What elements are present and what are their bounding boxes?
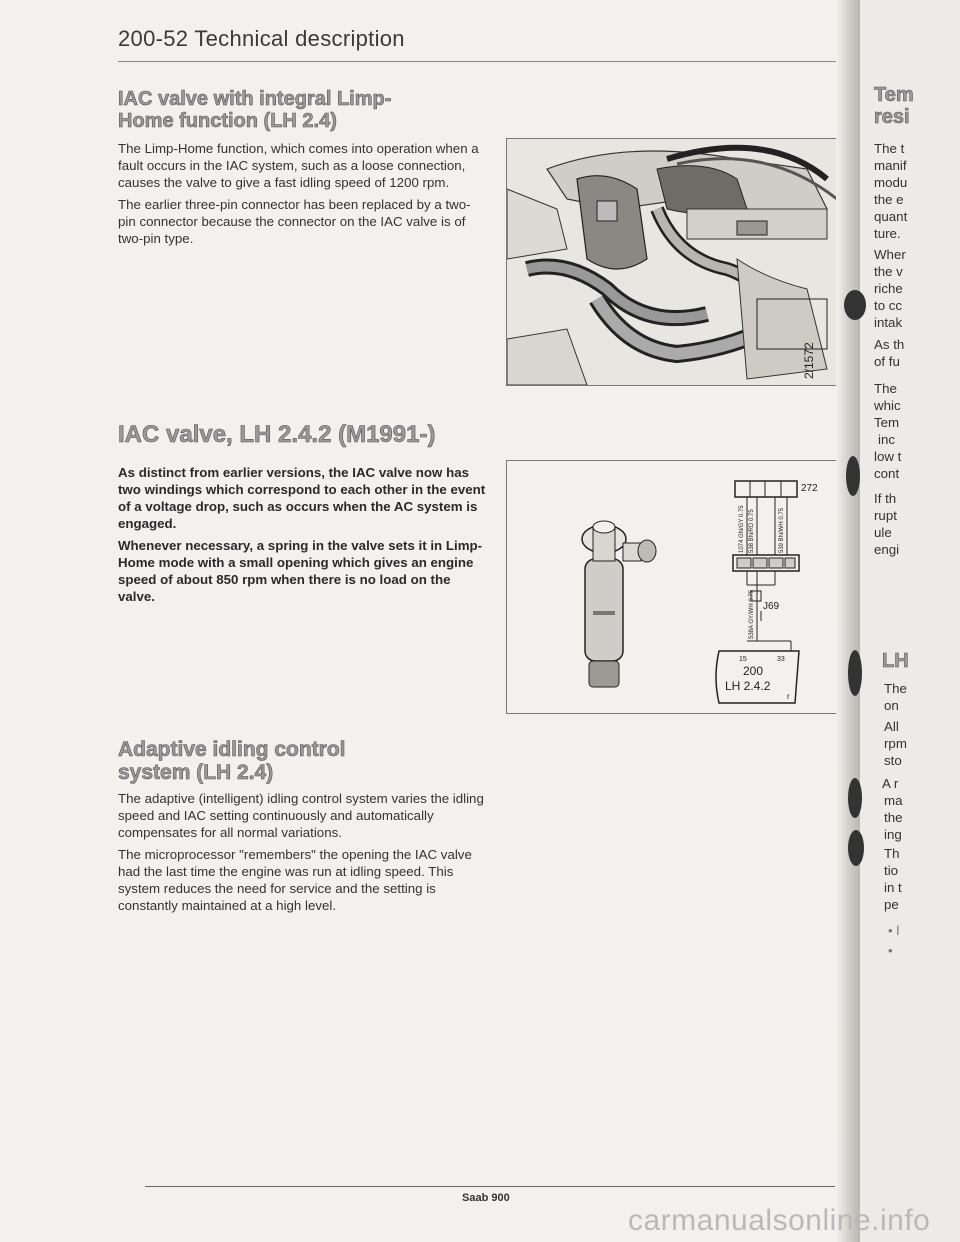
facing-line: modu bbox=[874, 175, 908, 190]
facing-line: ma bbox=[884, 793, 903, 808]
facing-line: ture. bbox=[874, 226, 901, 241]
page-header: 200-52 Technical description bbox=[118, 26, 405, 51]
connector-272 bbox=[735, 481, 818, 497]
facing-line: All bbox=[884, 719, 899, 734]
engine-bay-photo bbox=[506, 138, 840, 386]
header-rule bbox=[118, 61, 838, 62]
facing-line: to cc bbox=[874, 298, 903, 313]
wire-label: 538 BN/RD 0.75 bbox=[749, 509, 755, 553]
binder-ring bbox=[848, 778, 862, 818]
page-binding-shadow bbox=[836, 0, 860, 1242]
facing-line: on bbox=[884, 698, 899, 713]
facing-line: Th bbox=[884, 846, 900, 861]
facing-heading: Tem bbox=[874, 84, 914, 106]
iac-wiring-diagram bbox=[506, 460, 838, 714]
section-title: IAC valve, LH 2.4.2 (M1991-) bbox=[118, 421, 436, 448]
wire-label: 539 BN/WH 0.75 bbox=[779, 507, 785, 553]
paragraph: The microprocessor "remembers" the opening the IAC valve had the last time the engine was run at idling speed. This system reduces the need for service and the setting is constantly maintained at a high level. bbox=[118, 847, 472, 913]
footer-rule bbox=[145, 1186, 835, 1187]
section-iac-lh242 bbox=[118, 422, 488, 610]
paragraph: Whenever necessary, a spring in the valve sets it in Limp- Home mode with a small opening which gives an engine speed of about 850 rpm when there is no load on the valve. bbox=[118, 538, 483, 604]
facing-line: intak bbox=[874, 315, 903, 330]
binder-ring bbox=[846, 456, 860, 496]
ecu-ref: 200 bbox=[743, 664, 764, 678]
watermark: carmanualsonline.info bbox=[628, 1204, 931, 1237]
wire-label: 1074 GN/GY 0.75 bbox=[739, 505, 745, 553]
binder-ring bbox=[844, 290, 866, 320]
facing-line: whic bbox=[874, 398, 901, 413]
facing-line: inc bbox=[878, 432, 895, 447]
facing-line: of fu bbox=[874, 354, 900, 369]
facing-heading: resi bbox=[874, 106, 910, 128]
facing-line: quant bbox=[874, 209, 908, 224]
facing-line: If th bbox=[874, 491, 897, 506]
wire-label: 538A GY/WH 0.75 bbox=[749, 589, 755, 639]
facing-line: the e bbox=[874, 192, 904, 207]
facing-line: The t bbox=[874, 141, 905, 156]
facing-line: ule bbox=[874, 525, 892, 540]
binder-ring bbox=[848, 650, 862, 696]
facing-line: ing bbox=[884, 827, 902, 842]
footer-text: Saab 900 bbox=[462, 1192, 510, 1204]
paragraph: The adaptive (intelligent) idling control system varies the idling speed and IAC setting continuously and automatically compensates for all normal variations. bbox=[118, 791, 484, 840]
facing-line: in t bbox=[884, 880, 902, 895]
ecu-mark: r bbox=[787, 692, 790, 701]
facing-line: the v bbox=[874, 264, 903, 279]
facing-line: A r bbox=[882, 776, 899, 791]
junction-ref: J69 bbox=[763, 601, 780, 612]
ecu-name: LH 2.4.2 bbox=[725, 679, 771, 693]
connector-ref: 272 bbox=[801, 483, 818, 494]
facing-line: the bbox=[884, 810, 903, 825]
binder-ring bbox=[848, 830, 864, 866]
facing-line: The bbox=[884, 681, 907, 696]
facing-line: Tem bbox=[874, 415, 900, 430]
facing-line: riche bbox=[874, 281, 903, 296]
facing-line: Wher bbox=[874, 247, 906, 262]
paragraph: As distinct from earlier versions, the IAC valve now has two windings which correspond to each other in the event of a voltage drop, such as occurs when the AC system is engaged. bbox=[118, 465, 486, 531]
paragraph: The Limp-Home function, which comes into operation when a fault occurs in the IAC system, such as a loose connection, causes the valve to give a fast idling speed of 1200 rpm. bbox=[118, 141, 479, 190]
facing-line: manif bbox=[874, 158, 907, 173]
facing-page-fragment bbox=[858, 0, 960, 1242]
wiring-diagram-illustration bbox=[507, 461, 837, 713]
section-title: Adaptive idling control system (LH 2.4) bbox=[118, 738, 346, 784]
facing-line: rpm bbox=[884, 736, 907, 751]
section-title: IAC valve with integral Limp- Home function (LH 2.4) bbox=[118, 88, 392, 132]
facing-line: • bbox=[888, 943, 893, 958]
facing-line: sto bbox=[884, 753, 902, 768]
section-adaptive-idling bbox=[118, 738, 488, 919]
figure-ref: 2/1572 bbox=[802, 342, 816, 379]
facing-line: engi bbox=[874, 542, 900, 557]
facing-line: low t bbox=[874, 449, 902, 464]
facing-line: tio bbox=[884, 863, 899, 878]
facing-heading: LH bbox=[882, 650, 909, 672]
facing-line: The bbox=[874, 381, 897, 396]
facing-line: pe bbox=[884, 897, 899, 912]
facing-line: As th bbox=[874, 337, 905, 352]
section-iac-limp-home bbox=[118, 88, 488, 252]
engine-bay-illustration bbox=[507, 139, 839, 385]
iac-valve-drawing bbox=[582, 521, 656, 687]
facing-line: rupt bbox=[874, 508, 897, 523]
ecu-pin: 33 bbox=[777, 656, 785, 663]
facing-line: cont bbox=[874, 466, 900, 481]
ecu-pin: 15 bbox=[739, 656, 747, 663]
facing-line: • l bbox=[888, 923, 900, 938]
paragraph: The earlier three-pin connector has been replaced by a two- pin connector because the connector on the IAC valve is of two-pin type. bbox=[118, 197, 471, 246]
